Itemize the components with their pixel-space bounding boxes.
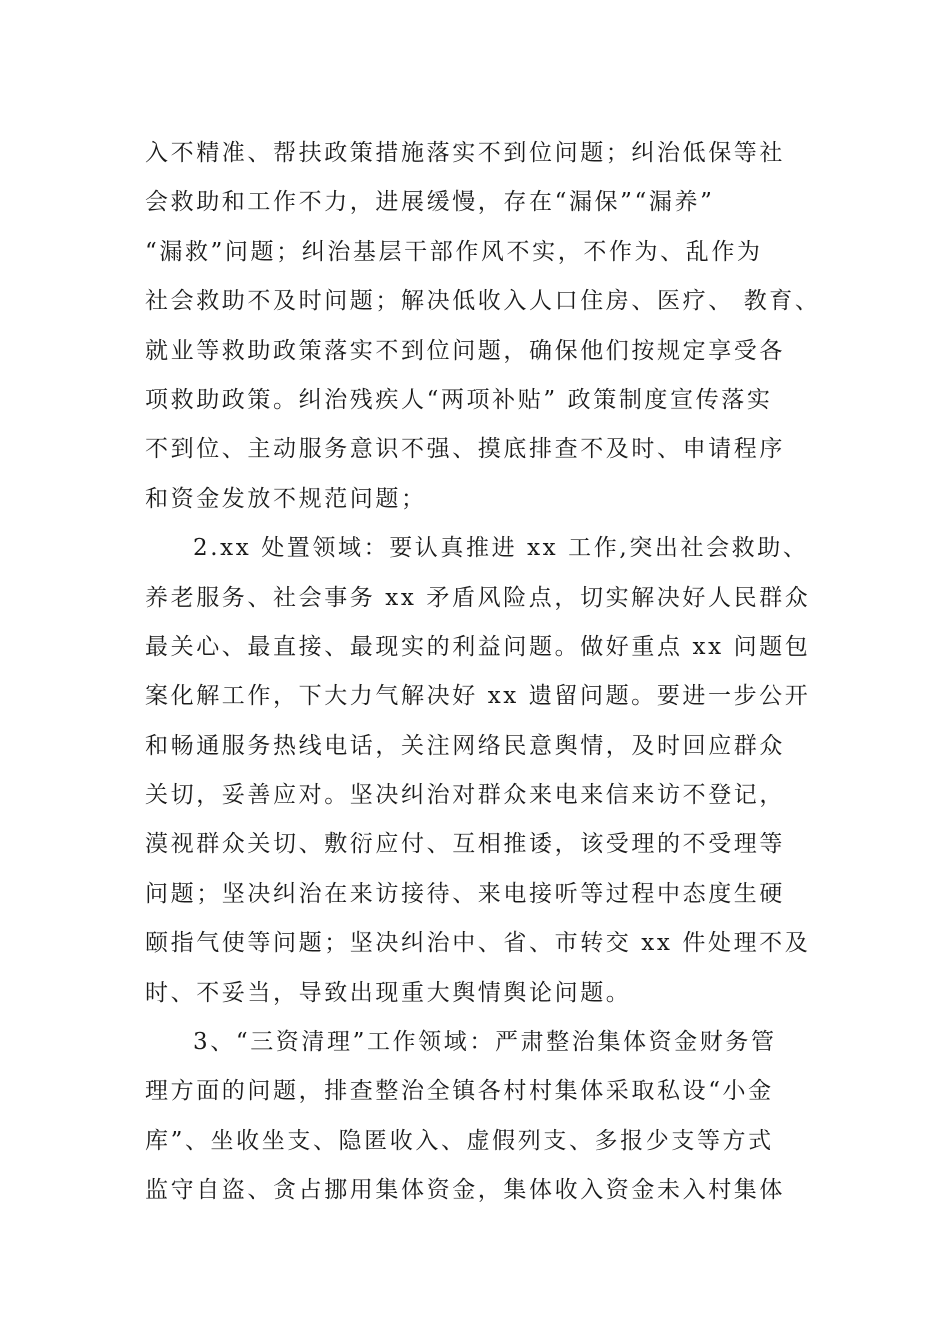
text-line: 漠视群众关切、敷衍应付、互相推诿，该受理的不受理等 <box>145 831 785 858</box>
text-line: 和畅通服务热线电话，关注网络民意舆情，及时回应群众 <box>145 732 785 759</box>
text-line: 最关心、最直接、最现实的利益问题。做好重点 xx 问题包 <box>145 633 811 660</box>
text-line: 时、不妥当，导致出现重大舆情舆论问题。 <box>145 979 632 1006</box>
text-line: 和资金发放不规范问题； <box>145 485 427 512</box>
text-line: “漏救”问题；纠治基层干部作风不实，不作为、乱作为 <box>145 238 763 265</box>
text-line: 监守自盗、贪占挪用集体资金，集体收入资金未入村集体 <box>145 1177 785 1204</box>
text-line: 案化解工作，下大力气解决好 xx 遗留问题。要进一步公开 <box>145 683 811 710</box>
text-line: 入不精准、帮扶政策措施落实不到位问题；纠治低保等社 <box>145 140 785 166</box>
text-line: 关切，妥善应对。坚决纠治对群众来电来信来访不登记， <box>145 782 785 809</box>
text-line: 会救助和工作不力，进展缓慢，存在“漏保”“漏养” <box>145 189 715 216</box>
text-line: 问题；坚决纠治在来访接待、来电接听等过程中态度生硬 <box>145 880 785 907</box>
document-body-text <box>145 129 835 1216</box>
text-line: 3、“三资清理”工作领域：严肃整治集体资金财务管 <box>193 1029 777 1056</box>
text-line: 养老服务、社会事务 xx 矛盾风险点，切实解决好人民群众 <box>145 584 811 611</box>
text-line: 颐指气使等问题；坚决纠治中、省、市转交 xx 件处理不及 <box>145 930 811 957</box>
text-line: 就业等救助政策落实不到位问题，确保他们按规定享受各 <box>145 337 785 364</box>
text-line: 理方面的问题，排查整治全镇各村村集体采取私设“小金 <box>145 1078 774 1105</box>
text-line: 项救助政策。纠治残疾人“两项补贴” 政策制度宣传落实 <box>145 386 773 413</box>
text-line: 社会救助不及时问题；解决低收入人口住房、医疗、 教育、 <box>145 288 821 315</box>
text-line: 2.xx 处置领域：要认真推进 xx 工作,突出社会救助、 <box>193 535 809 562</box>
text-line: 库”、坐收坐支、隐匿收入、虚假列支、多报少支等方式 <box>145 1127 774 1154</box>
text-line: 不到位、主动服务意识不强、摸底排查不及时、申请程序 <box>145 436 785 463</box>
